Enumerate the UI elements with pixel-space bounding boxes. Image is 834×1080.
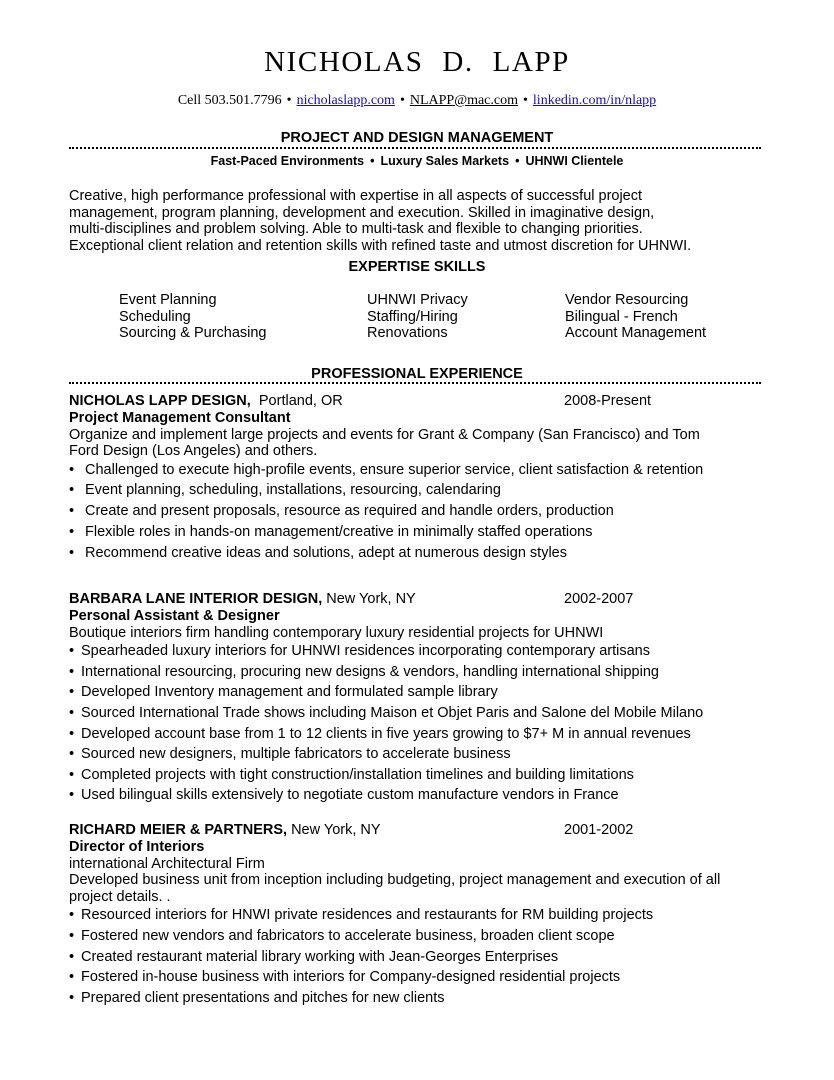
- summary-line: multi-disciplines and problem solving. Able to multi-task and flexible to changing priorities.: [69, 221, 643, 238]
- email-link[interactable]: NLAPP@mac.com: [409, 93, 519, 108]
- job-header: [69, 591, 769, 608]
- separator-dot: •: [515, 154, 520, 168]
- list-item: • Used bilingual skills extensively to negotiate custom manufacture vendors in France: [69, 785, 769, 806]
- separator-dot: •: [286, 93, 292, 108]
- job-location: New York, NY: [326, 591, 416, 607]
- candidate-name: NICHOLAS D. LAPP: [264, 46, 570, 78]
- list-item: • International resourcing, procuring new designs & vendors, handling international shipping: [69, 662, 769, 683]
- job-entry: [69, 393, 769, 563]
- list-item: • Event planning, scheduling, installations, resourcing, calendaring: [69, 480, 769, 501]
- skill-item: Event Planning: [119, 292, 217, 308]
- skills-column: [119, 292, 267, 342]
- job-description-line: international Architectural Firm: [69, 855, 265, 872]
- summary-tag: Fast-Paced Environments: [210, 154, 365, 168]
- experience-heading: PROFESSIONAL EXPERIENCE: [311, 366, 523, 382]
- cell-phone: Cell 503.501.7796: [177, 93, 282, 108]
- separator-dot: •: [523, 93, 528, 108]
- linkedin-link[interactable]: linkedin.com/in/nlapp: [532, 93, 657, 108]
- summary-heading: PROJECT AND DESIGN MANAGEMENT: [280, 130, 554, 146]
- job-bullets: [69, 460, 769, 564]
- job-company: NICHOLAS LAPP DESIGN,: [69, 393, 251, 409]
- job-entry: [69, 822, 769, 1008]
- list-item: • Fostered in-house business with interiors for Company-designed residential projects: [69, 967, 769, 988]
- job-entry: [69, 591, 769, 806]
- job-title: Director of Interiors: [69, 839, 205, 855]
- experience-divider: [69, 382, 761, 384]
- skill-item: Bilingual - French: [565, 308, 678, 325]
- job-title: Personal Assistant & Designer: [69, 608, 280, 624]
- job-description-line: Ford Design (Los Angeles) and others.: [69, 443, 318, 460]
- job-bullets: [69, 905, 769, 1008]
- summary-tags: [0, 153, 834, 169]
- summary-paragraph: [69, 188, 769, 254]
- job-description: [69, 625, 769, 642]
- list-item: • Developed Inventory management and formulated sample library: [69, 682, 769, 703]
- summary-tag: Luxury Sales Markets: [380, 154, 510, 168]
- skills-heading: EXPERTISE SKILLS: [348, 259, 486, 275]
- separator-dot: •: [370, 154, 375, 168]
- job-company: BARBARA LANE INTERIOR DESIGN,: [69, 591, 323, 607]
- job-description-line: project details. .: [69, 888, 171, 905]
- list-item: • Recommend creative ideas and solutions, adept at numerous design styles: [69, 543, 769, 564]
- job-header: [69, 822, 769, 839]
- contact-line: [0, 92, 834, 110]
- job-description-line: Organize and implement large projects and events for Grant & Company (San Francisco) and Tom: [69, 426, 700, 443]
- skill-item: Account Management: [565, 325, 707, 342]
- list-item: • Challenged to execute high-profile events, ensure superior service, client satisfaction & retention: [69, 460, 769, 481]
- summary-line: management, program planning, development and execution. Skilled in imaginative design,: [69, 204, 655, 221]
- job-description-line: Developed business unit from inception including budgeting, project management and execution of all: [69, 872, 721, 889]
- skill-item: Sourcing & Purchasing: [119, 325, 267, 342]
- job-dates: 2002-2007: [564, 591, 634, 607]
- job-dates: 2001-2002: [564, 822, 634, 838]
- separator-dot: •: [399, 93, 405, 108]
- job-description: [69, 427, 769, 460]
- list-item: • Developed account base from 1 to 12 clients in five years growing to $7+ M in annual revenues: [69, 724, 769, 745]
- skills-column: [367, 292, 468, 342]
- job-bullets: [69, 641, 769, 806]
- skill-item: UHNWI Privacy: [367, 292, 468, 308]
- list-item: • Resourced interiors for HNWI private residences and restaurants for RM building projects: [69, 905, 769, 926]
- job-dates: 2008-Present: [564, 393, 652, 409]
- job-title: Project Management Consultant: [69, 410, 291, 426]
- summary-divider: [69, 147, 761, 149]
- summary-tag: UHNWI Clientele: [525, 154, 624, 168]
- skill-item: Scheduling: [119, 308, 191, 325]
- job-location: New York, NY: [291, 822, 381, 838]
- skill-item: Vendor Resourcing: [565, 292, 689, 308]
- list-item: • Flexible roles in hands-on management/creative in minimally staffed operations: [69, 522, 769, 543]
- skill-item: Staffing/Hiring: [367, 308, 458, 325]
- job-location: Portland, OR: [258, 393, 343, 409]
- job-description-line: Boutique interiors firm handling contemporary luxury residential projects for UHNWI: [69, 624, 604, 641]
- list-item: • Prepared client presentations and pitches for new clients: [69, 988, 769, 1009]
- website-link[interactable]: nicholaslapp.com: [296, 93, 395, 108]
- summary-line: Creative, high performance professional with expertise in all aspects of successful project: [69, 188, 643, 204]
- skills-column: [565, 292, 706, 342]
- skill-item: Renovations: [367, 325, 448, 342]
- summary-line: Exceptional client relation and retention skills with refined taste and utmost discretion for UHNWI.: [69, 237, 692, 254]
- job-company: RICHARD MEIER & PARTNERS,: [69, 822, 288, 838]
- list-item: • Completed projects with tight construction/installation timelines and building limitations: [69, 765, 769, 786]
- list-item: • Sourced new designers, multiple fabricators to accelerate business: [69, 744, 769, 765]
- list-item: • Created restaurant material library working with Jean-Georges Enterprises: [69, 947, 769, 968]
- job-header: [69, 393, 769, 410]
- list-item: • Create and present proposals, resource as required and handle orders, production: [69, 501, 769, 522]
- list-item: • Spearheaded luxury interiors for UHNWI residences incorporating contemporary artisans: [69, 641, 769, 662]
- job-description: [69, 856, 769, 906]
- list-item: • Fostered new vendors and fabricators to accelerate business, broaden client scope: [69, 926, 769, 947]
- list-item: • Sourced International Trade shows including Maison et Objet Paris and Salone del Mobile Milano: [69, 703, 769, 724]
